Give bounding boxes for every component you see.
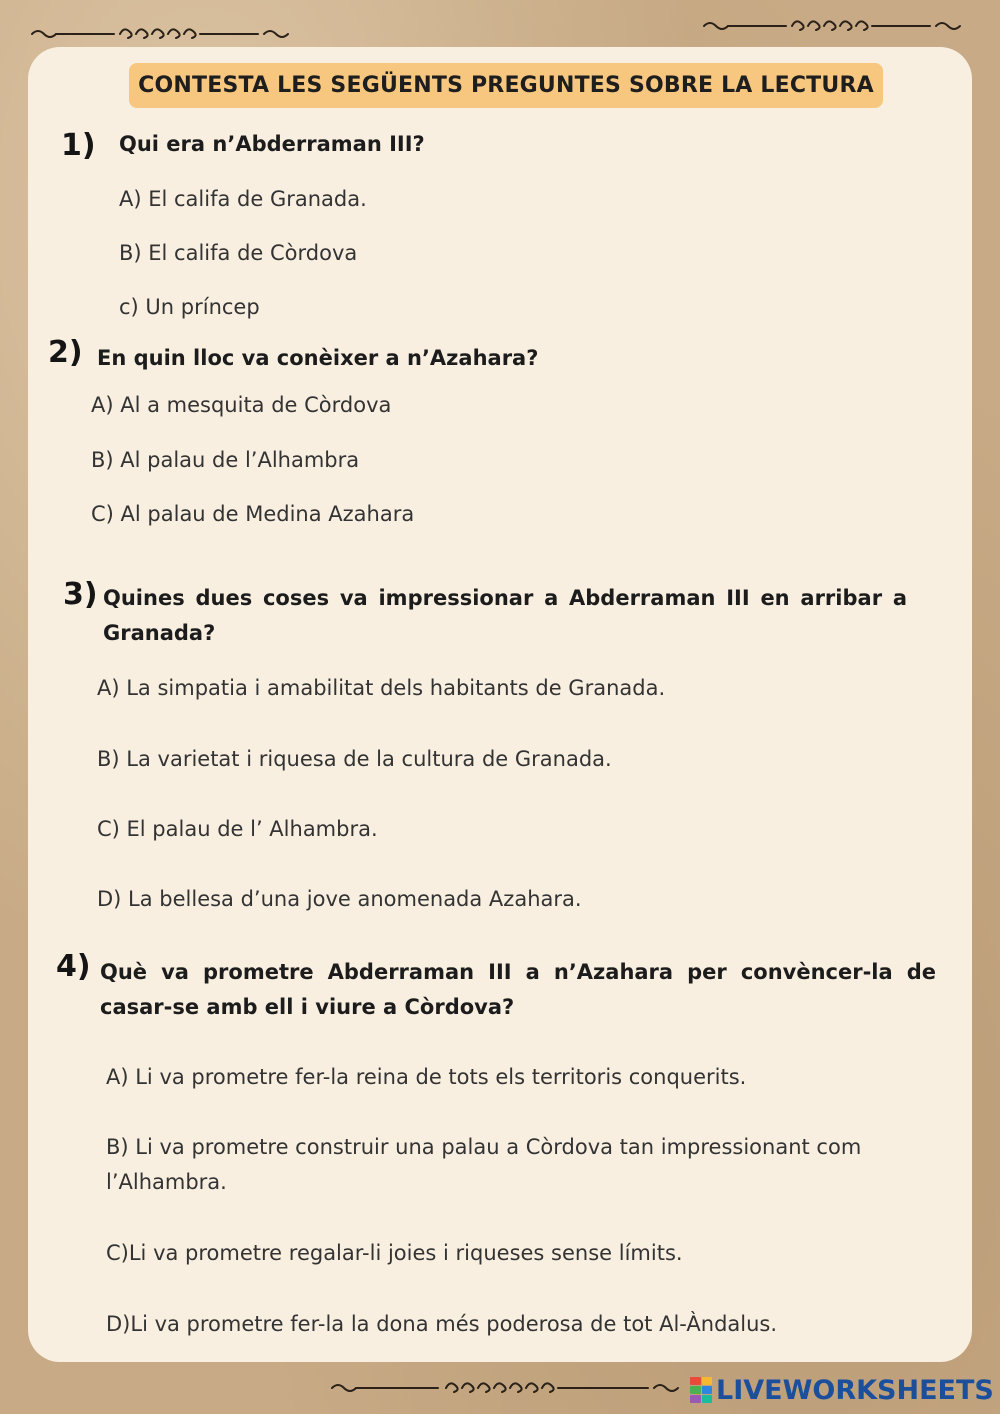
- answer-option[interactable]: B) La varietat i riquesa de la cultura de Granada.: [97, 747, 612, 771]
- answer-option[interactable]: B) Al palau de l’Alhambra: [91, 448, 360, 472]
- logo-square: [690, 1386, 701, 1394]
- question-number: 2): [48, 335, 83, 370]
- answer-option[interactable]: D) La bellesa d’una jove anomenada Azahara.: [97, 887, 582, 911]
- question-text: Qui era n’Abderraman III?: [119, 132, 425, 156]
- answer-option[interactable]: D)Li va prometre fer-la la dona més poderosa de tot Al-Àndalus.: [106, 1312, 778, 1336]
- answer-option[interactable]: C) El palau de l’ Alhambra.: [97, 817, 378, 841]
- top-right-ornament: [700, 14, 972, 34]
- answer-option[interactable]: A) La simpatia i amabilitat dels habitants de Granada.: [97, 676, 666, 700]
- logo-square: [702, 1395, 713, 1403]
- answer-option[interactable]: A) El califa de Granada.: [119, 187, 367, 211]
- question-text: En quin lloc va conèixer a n’Azahara?: [97, 346, 539, 370]
- question-text: Què va prometre Abderraman III a n’Azahara per convèncer-la de casar-se amb ell i viure a Còrdova?: [100, 960, 936, 1019]
- logo-square: [702, 1386, 713, 1394]
- question-number: 4): [56, 949, 91, 984]
- answer-option[interactable]: B) Li va prometre construir una palau a Còrdova tan impressionant com l’Alhambra.: [106, 1135, 862, 1194]
- question-number: 3): [63, 577, 98, 612]
- question-text: Quines dues coses va impressionar a Abderraman III en arribar a Granada?: [103, 586, 907, 645]
- liveworksheets-logo: [690, 1374, 994, 1406]
- answer-option[interactable]: c) Un príncep: [119, 295, 260, 319]
- logo-square: [690, 1377, 701, 1385]
- logo-square: [690, 1395, 701, 1403]
- bottom-ornament: [328, 1378, 690, 1398]
- answer-option[interactable]: C)Li va prometre regalar-li joies i riqueses sense límits.: [106, 1241, 683, 1265]
- question-number: 1): [61, 128, 96, 163]
- answer-option[interactable]: A) Al a mesquita de Còrdova: [91, 393, 392, 417]
- top-left-ornament: [28, 22, 298, 42]
- logo-square: [702, 1377, 713, 1385]
- answer-option[interactable]: B) El califa de Còrdova: [119, 241, 358, 265]
- logo-mark-icon: [690, 1377, 712, 1403]
- answer-option[interactable]: C) Al palau de Medina Azahara: [91, 502, 415, 526]
- logo-text: LIVEWORKSHEETS: [716, 1374, 994, 1406]
- answer-option[interactable]: A) Li va prometre fer-la reina de tots els territoris conquerits.: [106, 1065, 747, 1089]
- worksheet-title: CONTESTA LES SEGÜENTS PREGUNTES SOBRE LA LECTURA: [129, 63, 883, 108]
